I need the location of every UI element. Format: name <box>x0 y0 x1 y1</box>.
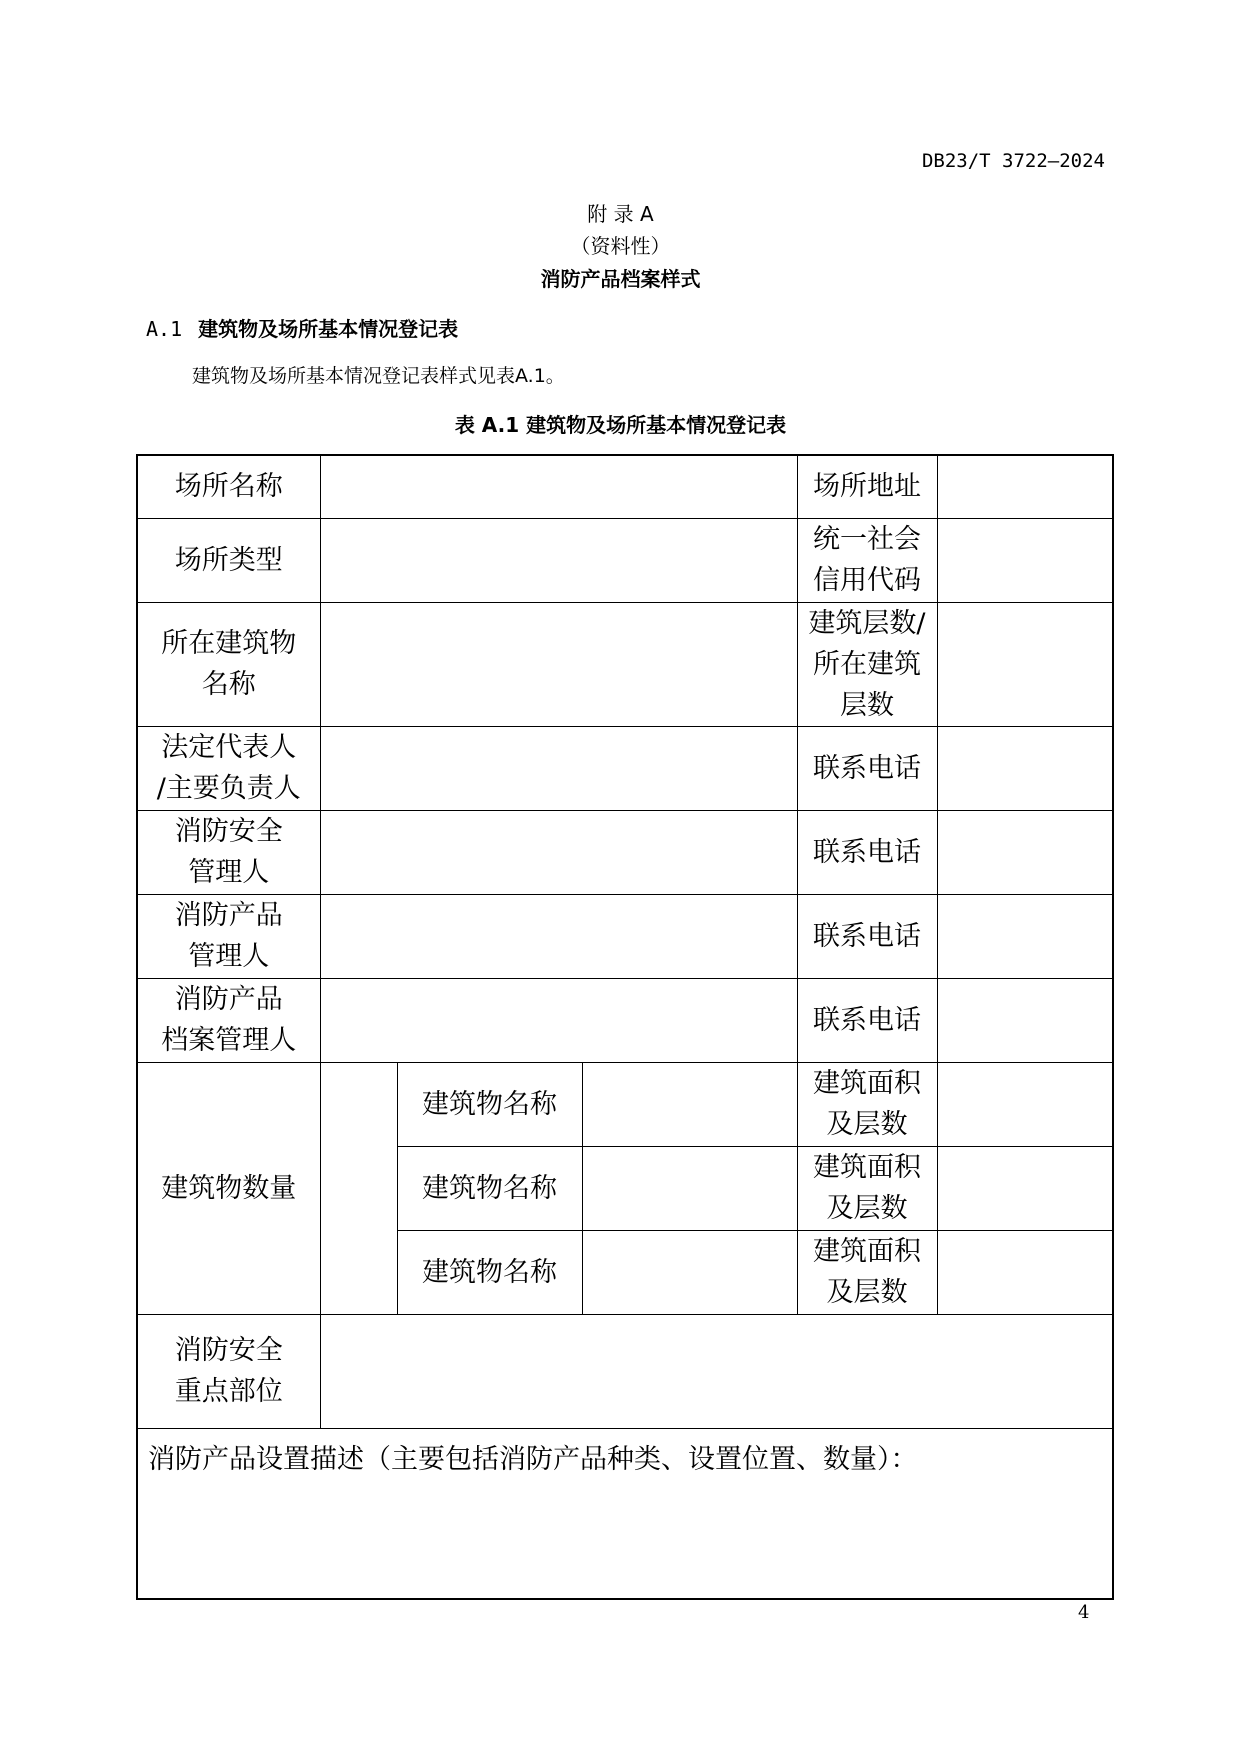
key-areas-label: 消防安全 重点部位 <box>137 1314 320 1428</box>
safety-manager-phone-field[interactable] <box>937 810 1113 894</box>
standard-code: DB23/T 3722—2024 <box>921 150 1105 172</box>
archive-manager-field[interactable] <box>320 978 797 1062</box>
place-name-label: 场所名称 <box>137 455 320 518</box>
section-heading <box>146 313 458 342</box>
building-2-name-field[interactable] <box>582 1146 797 1230</box>
building-2-area-label: 建筑面积 及层数 <box>797 1146 937 1230</box>
place-type-field[interactable] <box>320 518 797 602</box>
building-3-area-label: 建筑面积 及层数 <box>797 1230 937 1314</box>
table-row <box>137 1428 1113 1599</box>
safety-manager-phone-label: 联系电话 <box>797 810 937 894</box>
registration-table <box>136 454 1114 1600</box>
table-row <box>137 518 1113 602</box>
archive-manager-phone-label: 联系电话 <box>797 978 937 1062</box>
table-row <box>137 1062 1113 1146</box>
product-manager-phone-field[interactable] <box>937 894 1113 978</box>
building-3-area-field[interactable] <box>937 1230 1113 1314</box>
safety-manager-field[interactable] <box>320 810 797 894</box>
product-manager-field[interactable] <box>320 894 797 978</box>
appendix-title: 附 录 A <box>587 202 654 226</box>
table-row <box>137 978 1113 1062</box>
product-manager-label: 消防产品 管理人 <box>137 894 320 978</box>
legal-rep-phone-label: 联系电话 <box>797 726 937 810</box>
building-count-label: 建筑物数量 <box>137 1062 320 1314</box>
place-name-field[interactable] <box>320 455 797 518</box>
building-1-name-field[interactable] <box>582 1062 797 1146</box>
table-row <box>137 455 1113 518</box>
table-row <box>137 810 1113 894</box>
place-address-label: 场所地址 <box>797 455 937 518</box>
table-row <box>137 894 1113 978</box>
building-2-name-label: 建筑物名称 <box>397 1146 582 1230</box>
credit-code-field[interactable] <box>937 518 1113 602</box>
key-areas-field[interactable] <box>320 1314 1113 1428</box>
safety-manager-label: 消防安全 管理人 <box>137 810 320 894</box>
floors-field[interactable] <box>937 602 1113 726</box>
building-1-area-field[interactable] <box>937 1062 1113 1146</box>
section-number: A.1 <box>146 317 183 341</box>
body-paragraph: 建筑物及场所基本情况登记表样式见表A.1。 <box>192 365 565 387</box>
appendix-name: 消防产品档案样式 <box>540 267 701 291</box>
building-1-name-label: 建筑物名称 <box>397 1062 582 1146</box>
archive-manager-label: 消防产品 档案管理人 <box>137 978 320 1062</box>
table-row <box>137 602 1113 726</box>
floors-label: 建筑层数/ 所在建筑层数 <box>797 602 937 726</box>
product-description-field[interactable] <box>137 1428 1113 1599</box>
legal-rep-label: 法定代表人 /主要负责人 <box>137 726 320 810</box>
appendix-subtitle: （资料性） <box>570 234 671 258</box>
place-type-label: 场所类型 <box>137 518 320 602</box>
archive-manager-phone-field[interactable] <box>937 978 1113 1062</box>
building-2-area-field[interactable] <box>937 1146 1113 1230</box>
building-name-field[interactable] <box>320 602 797 726</box>
building-1-area-label: 建筑面积 及层数 <box>797 1062 937 1146</box>
table-caption: 表 A.1 建筑物及场所基本情况登记表 <box>454 413 787 437</box>
place-address-field[interactable] <box>937 455 1113 518</box>
building-3-name-label: 建筑物名称 <box>397 1230 582 1314</box>
building-count-field[interactable] <box>320 1062 397 1314</box>
building-name-label: 所在建筑物 名称 <box>137 602 320 726</box>
page-number: 4 <box>1078 1602 1090 1623</box>
section-heading-text: 建筑物及场所基本情况登记表 <box>198 317 459 341</box>
product-description-label: 消防产品设置描述（主要包括消防产品种类、设置位置、数量）： <box>148 1443 918 1475</box>
credit-code-label: 统一社会 信用代码 <box>797 518 937 602</box>
product-manager-phone-label: 联系电话 <box>797 894 937 978</box>
legal-rep-field[interactable] <box>320 726 797 810</box>
building-3-name-field[interactable] <box>582 1230 797 1314</box>
legal-rep-phone-field[interactable] <box>937 726 1113 810</box>
table-row <box>137 726 1113 810</box>
table-row <box>137 1314 1113 1428</box>
